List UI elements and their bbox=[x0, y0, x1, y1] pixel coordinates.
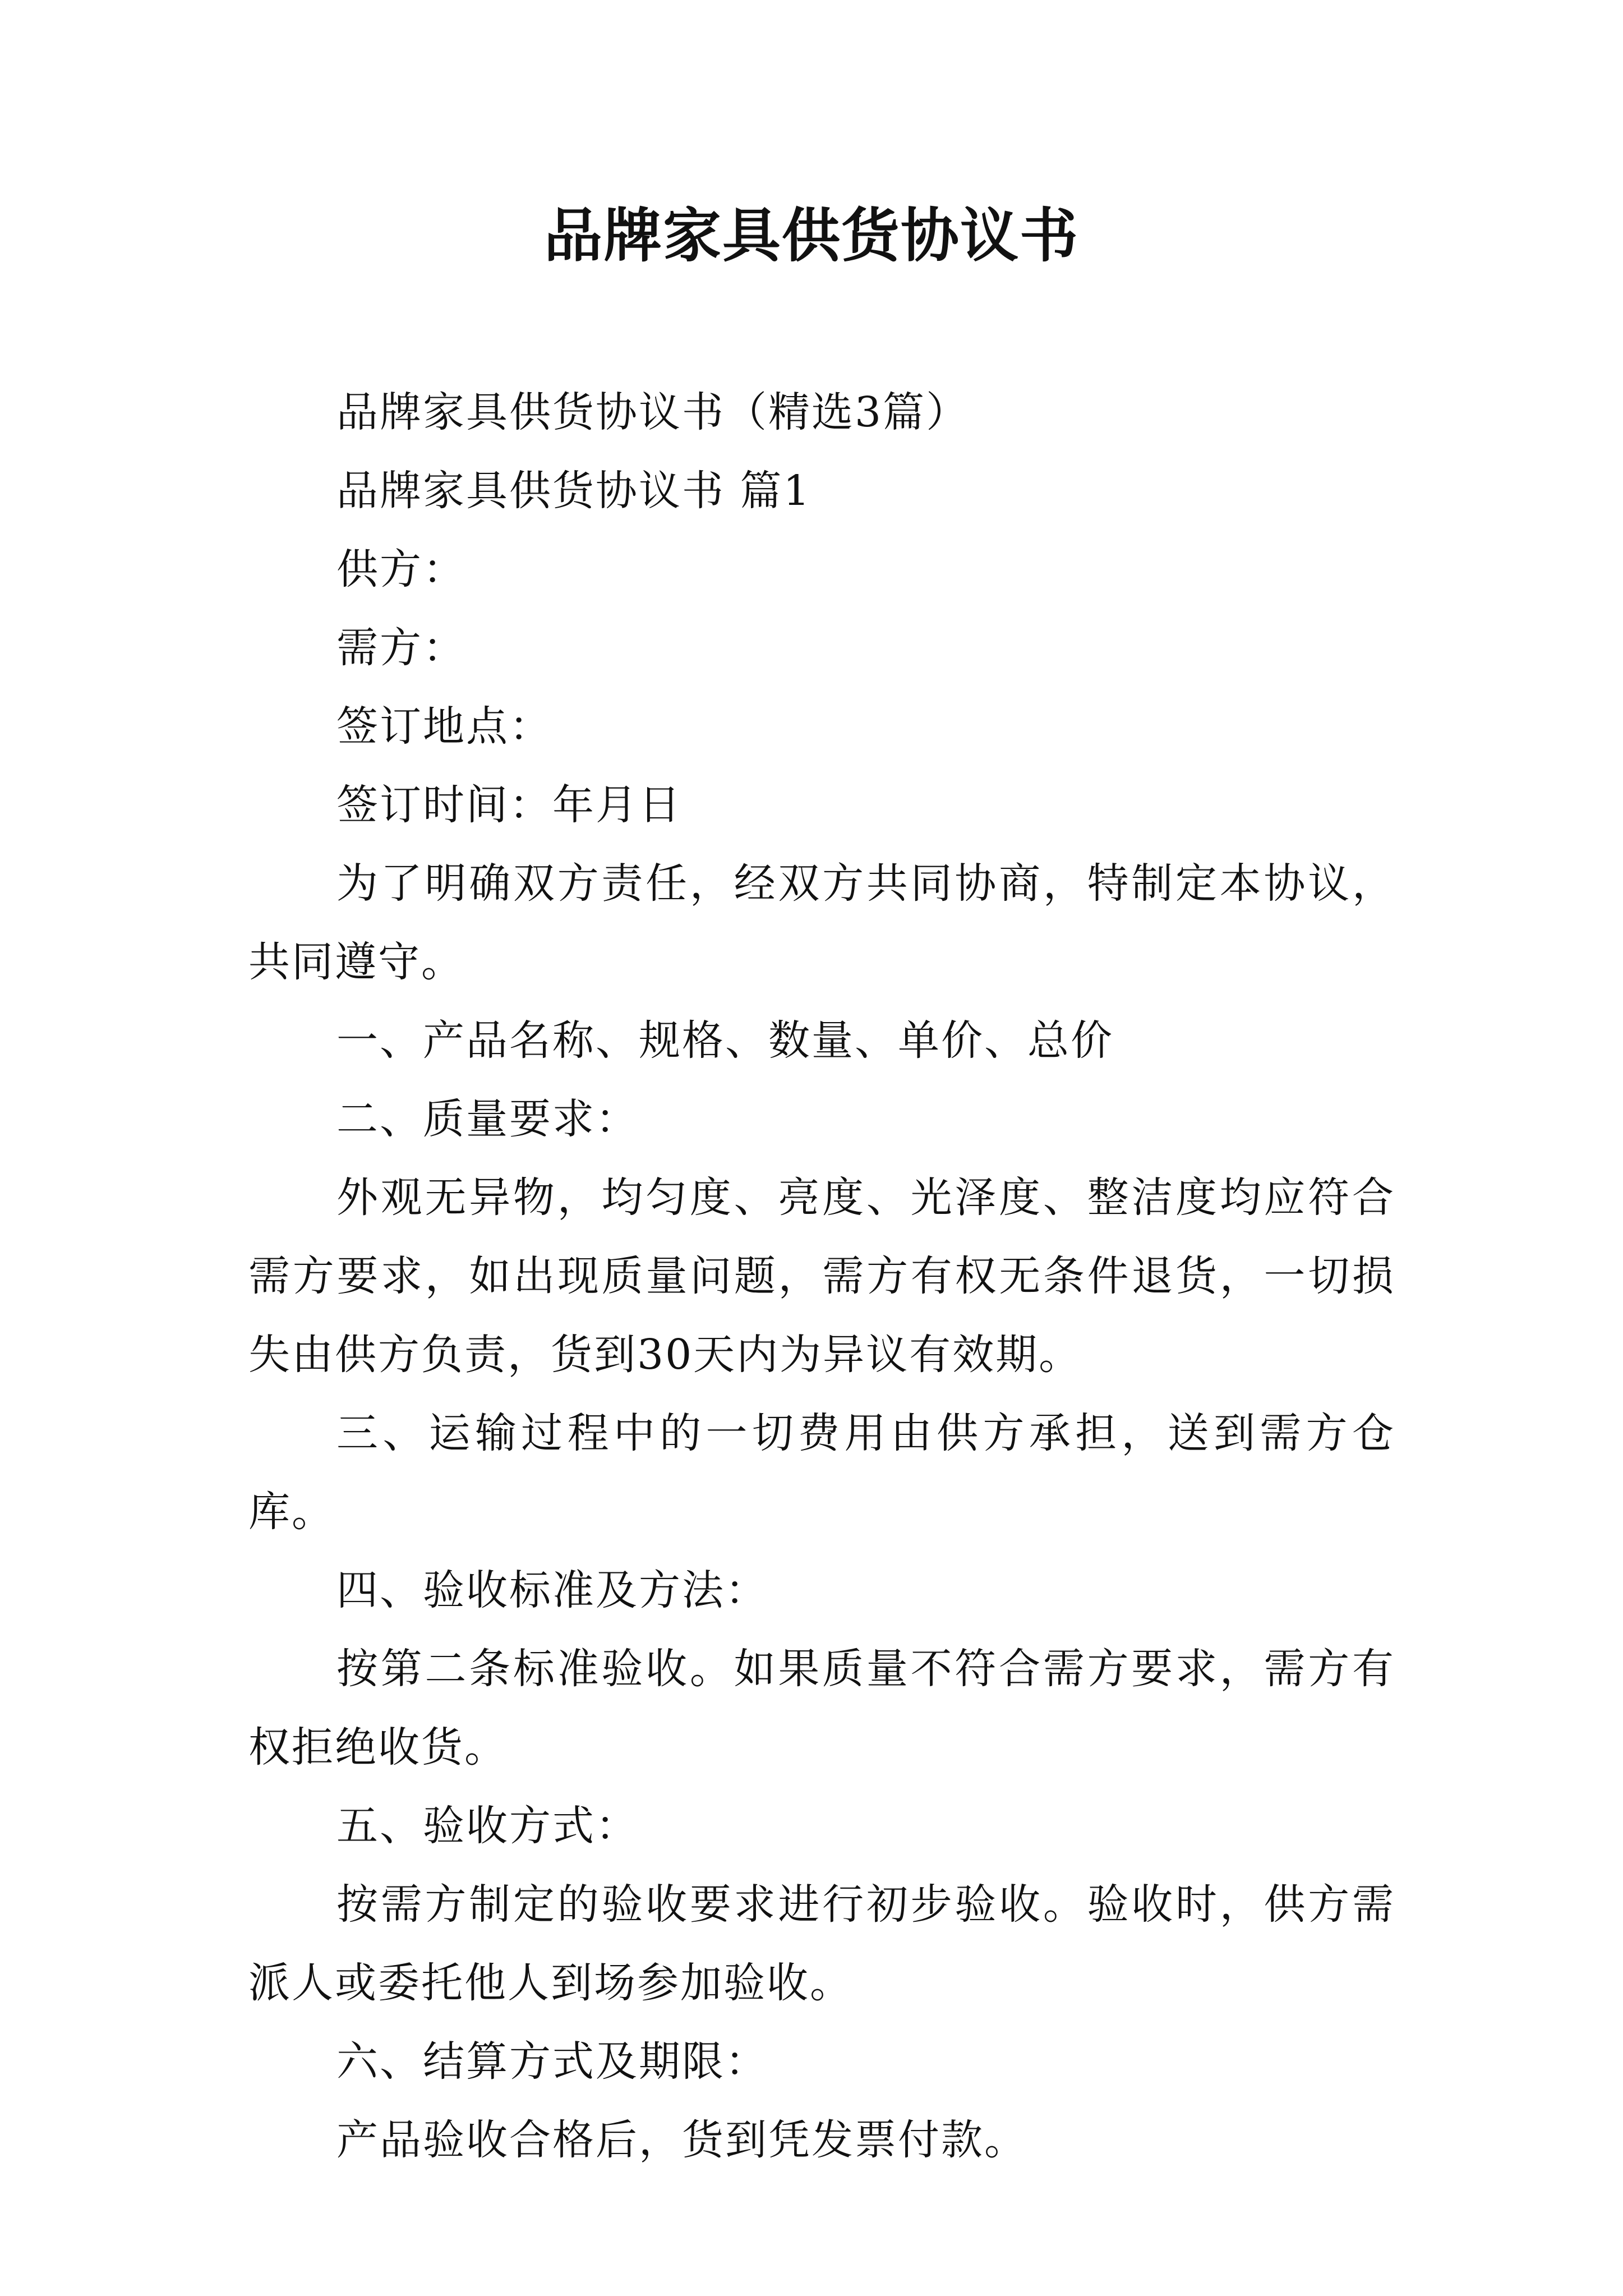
paragraph-clause-4: 四、验收标准及方法： bbox=[336, 1566, 768, 1614]
paragraph-clause-3: 三、运输过程中的一切费用由供方承担，送到需方仓库。 bbox=[248, 1409, 1395, 1536]
paragraph-settlement: 产品验收合格后，货到凭发票付款。 bbox=[336, 2116, 1027, 2164]
paragraph-clause-6: 六、结算方式及期限： bbox=[336, 2037, 768, 2086]
paragraph-supplier: 供方： bbox=[336, 545, 466, 593]
document-body bbox=[248, 373, 1395, 2179]
paragraph-intro-title: 品牌家具供货协议书（精选3篇） bbox=[336, 388, 970, 436]
paragraph-clause-5: 五、验收方式： bbox=[336, 1802, 639, 1850]
paragraph-signing-place: 签订地点： bbox=[336, 702, 552, 751]
paragraph-purpose: 为了明确双方责任，经双方共同协商，特制定本协议，共同遵守。 bbox=[248, 859, 1395, 986]
paragraph-acceptance-method: 按需方制定的验收要求进行初步验收。验收时，供方需派人或委托他人到场参加验收。 bbox=[248, 1880, 1395, 2007]
paragraph-clause-2: 二、质量要求： bbox=[336, 1095, 639, 1143]
paragraph-signing-time: 签订时间：年月日 bbox=[336, 781, 682, 829]
paragraph-acceptance-standard: 按第二条标准验收。如果质量不符合需方要求，需方有权拒绝收货。 bbox=[248, 1645, 1395, 1772]
paragraph-quality-details: 外观无异物，均匀度、亮度、光泽度、整洁度均应符合需方要求，如出现质量问题，需方有权无条件退货，一切损失由供方负责，货到30天内为异议有效期。 bbox=[248, 1174, 1395, 1379]
paragraph-clause-1: 一、产品名称、规格、数量、单价、总价 bbox=[336, 1016, 1114, 1065]
document-title: 品牌家具供货协议书 bbox=[543, 201, 1079, 270]
paragraph-section-title: 品牌家具供货协议书 篇1 bbox=[336, 467, 811, 515]
paragraph-buyer: 需方： bbox=[336, 624, 466, 672]
